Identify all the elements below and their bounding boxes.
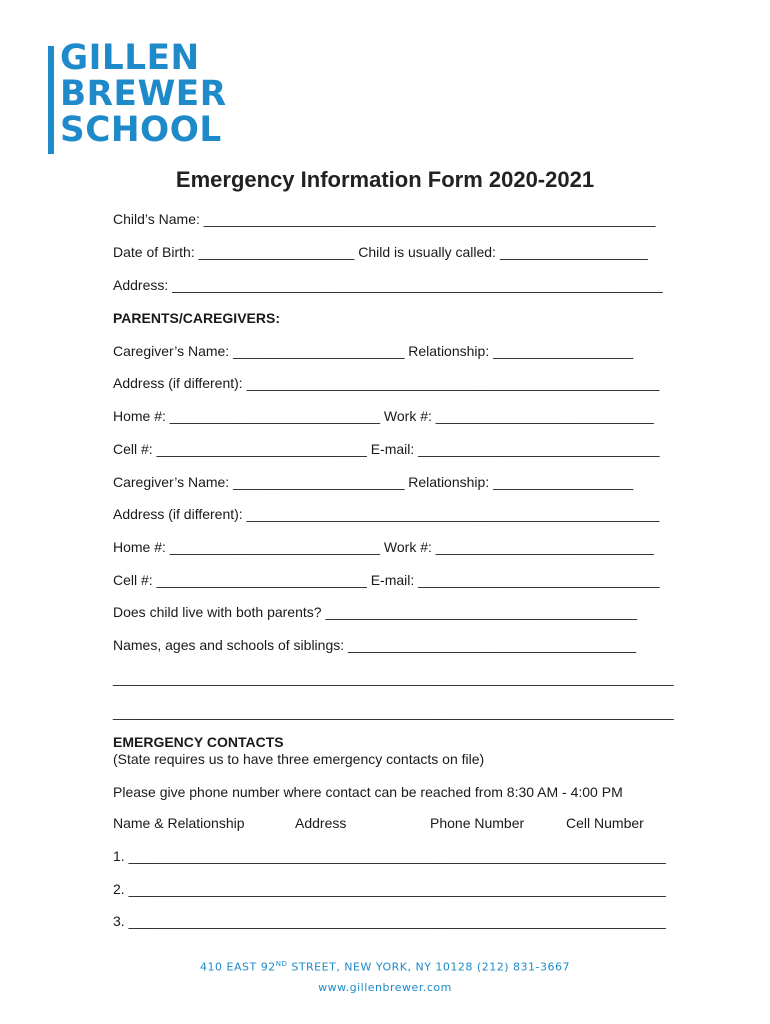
caregiver1-phone-field[interactable]: Home #: ___________________________ Work #: ____________________________ bbox=[113, 408, 654, 424]
caregiver2-name-field[interactable]: Caregiver’s Name: ______________________ Relationship: __________________ bbox=[113, 474, 634, 490]
emergency-note: (State requires us to have three emergency contacts on file) bbox=[113, 751, 485, 767]
footer-website-link[interactable]: www.gillenbrewer.com bbox=[318, 981, 452, 994]
caregiver2-cell-email-field[interactable]: Cell #: ___________________________ E-mail: _______________________________ bbox=[113, 572, 660, 588]
emergency-contact-row-3[interactable]: 3. _____________________________________________________________________ bbox=[113, 913, 666, 929]
caregiver1-name-field[interactable]: Caregiver’s Name: ______________________ Relationship: __________________ bbox=[113, 343, 634, 359]
caregiver2-address-field[interactable]: Address (if different): _____________________________________________________ bbox=[113, 506, 660, 522]
child-name-field[interactable]: Child’s Name: __________________________________________________________ bbox=[113, 211, 656, 227]
siblings-field[interactable]: Names, ages and schools of siblings: _____________________________________ bbox=[113, 637, 637, 653]
col-phone-number: Phone Number bbox=[430, 815, 525, 831]
emergency-heading: EMERGENCY CONTACTS bbox=[113, 734, 284, 750]
dob-called-field[interactable]: Date of Birth: ____________________ Child is usually called: ___________________ bbox=[113, 244, 648, 260]
parents-heading: PARENTS/CAREGIVERS: bbox=[113, 310, 280, 326]
siblings-blank-line-2[interactable]: ________________________________________________________________________ bbox=[113, 704, 674, 720]
col-cell-number: Cell Number bbox=[566, 815, 644, 831]
logo-line-1: GILLEN bbox=[60, 38, 200, 78]
emergency-contact-row-2[interactable]: 2. _____________________________________________________________________ bbox=[113, 881, 666, 897]
footer-address-sup: ND bbox=[275, 960, 288, 968]
siblings-blank-line-1[interactable]: ________________________________________________________________________ bbox=[113, 670, 674, 686]
col-address: Address bbox=[295, 815, 347, 831]
col-name-relationship: Name & Relationship bbox=[113, 815, 245, 831]
emergency-contact-row-1[interactable]: 1. _____________________________________________________________________ bbox=[113, 848, 666, 864]
footer-address bbox=[0, 960, 770, 974]
logo-line-2: BREWER bbox=[60, 74, 227, 114]
caregiver1-cell-email-field[interactable]: Cell #: ___________________________ E-mail: _______________________________ bbox=[113, 441, 660, 457]
footer-address-pre: 410 EAST 92 bbox=[200, 960, 276, 974]
caregiver2-phone-field[interactable]: Home #: ___________________________ Work #: ____________________________ bbox=[113, 539, 654, 555]
logo-wordmark bbox=[60, 40, 230, 148]
both-parents-field[interactable]: Does child live with both parents? ________________________________________ bbox=[113, 604, 637, 620]
form-title: Emergency Information Form 2020-2021 bbox=[175, 167, 595, 192]
logo-line-3: SCHOOL bbox=[60, 110, 222, 150]
address-field[interactable]: Address: _______________________________________________________________ bbox=[113, 277, 663, 293]
caregiver1-address-field[interactable]: Address (if different): _____________________________________________________ bbox=[113, 375, 660, 391]
footer-address-post: STREET, NEW YORK, NY 10128 (212) 831-3667 bbox=[287, 960, 570, 974]
logo-bar bbox=[48, 46, 54, 154]
emergency-instruction: Please give phone number where contact can be reached from 8:30 AM - 4:00 PM bbox=[113, 784, 623, 800]
